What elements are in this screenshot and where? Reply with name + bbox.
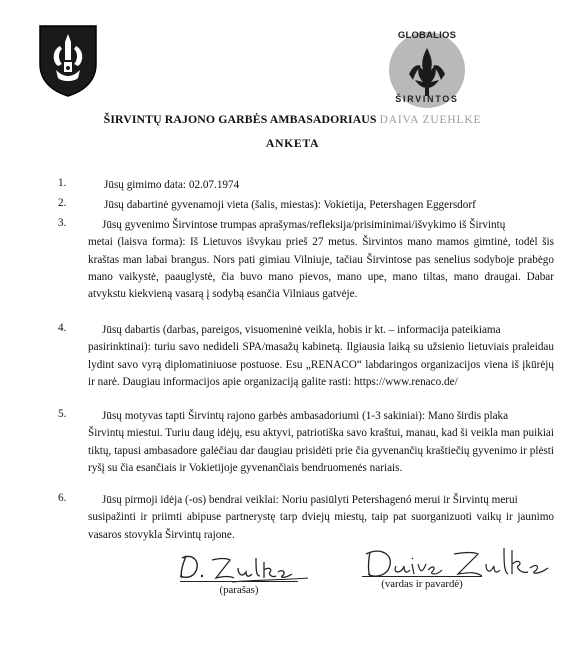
logo-text-top: GLOBALIOS: [397, 30, 457, 41]
questionnaire-item-3: [88, 217, 554, 303]
name-caption: (vardas ir pavardė): [381, 578, 463, 590]
item-continuation: metai (laisva forma): Iš Lietuvos išvykau prieš 27 metus. Širvintos mano mamos gimtinė, todėl šis kraštas man labai brangus. Nors pati gimiau Vilniuje, tačiau Širvintose pas senelius sodyboje prabėgo mano vaikystė, paauglystė, čia buvo mano pievos, mano upe, mano tiltas, mano draugai. Dabar atvykstu kiekvieną vasarą į sodybą esančia Vilniaus gatvėje.: [88, 236, 554, 301]
item-first-line: Jūsų motyvas tapti Širvintų rajono garbės ambasadoriumi (1-3 sakiniai): Mano širdis plaka: [102, 410, 509, 422]
questionnaire-item-6: [88, 492, 554, 544]
item-number-1: 1.: [58, 177, 67, 189]
coat-of-arms-icon: [38, 24, 98, 98]
item-first-line: Jūsų gyvenimo Širvintose trumpas aprašymas/refleksija/prisiminimai/išvykimo iš Širvintų: [102, 219, 506, 231]
ambassador-name: DAIVA ZUEHLKE: [379, 114, 482, 126]
item-first-line: Jūsų pirmoji idėja (-os) bendrai veiklai: Noriu pasiūlyti Petershagenó merui ir Širvintų merui: [102, 494, 518, 506]
questionnaire-item-4: [88, 322, 554, 391]
item-number-3: 3.: [58, 217, 67, 229]
questionnaire-item-5: [88, 408, 554, 477]
handwritten-signature-left: [172, 548, 312, 584]
questionnaire-item-1: [104, 177, 570, 194]
signature-line-left: [180, 581, 298, 582]
item-number-2: 2.: [58, 197, 67, 209]
item-question: Jūsų gimimo data:: [104, 179, 187, 191]
item-answer: Vokietija, Petershagen Eggersdorf: [323, 199, 476, 211]
item-first-line: Jūsų dabartis (darbas, pareigos, visuomeninė veikla, hobis ir kt. – informacija pateikiama: [102, 324, 501, 336]
questionnaire-item-2: [104, 197, 570, 214]
document-title: [0, 112, 585, 127]
signature-caption: (parašas): [219, 584, 259, 596]
logo-text-bottom: ŠIRVINTOS: [395, 94, 459, 104]
item-number-4: 4.: [58, 322, 67, 334]
item-continuation: Širvintų miestui. Turiu daug idėjų, esu aktyvi, patriotiška savo kraštui, manau, kad ši veikla man puikiai tiktų, tapusi ambasadore galėčiau dar daugiau prisidėti prie čia gyvenančių kraštiečių gyvenimo ir plėsti ryšį su čia esančiais ir Vokietijoje gyvenančiais bendruomenės nariais.: [88, 427, 554, 474]
signature-line-right: [362, 576, 482, 577]
item-number-6: 6.: [58, 492, 67, 504]
item-continuation: pasirinktinai): turiu savo nedideli SPA/masažų kabinetą. Ilgiausia laiką su užsienio lietuviais praleidau lydint savo vyrą diplomatiniuose postuose. Esu „RENACO“ labdaringos organizacijos viena iš įkūrėjų ir narė. Daugiau informacijos apie organizaciją galite rasti: https://www.renaco.de/: [88, 341, 554, 388]
title-prefix: ŠIRVINTŲ RAJONO GARBĖS AMBASADORIAUS: [103, 112, 377, 126]
item-number-5: 5.: [58, 408, 67, 420]
item-continuation: susipažinti ir priimti abipuse partnerystę tarp dviejų miestų, taip pat suorganizuoti vaikų ir jaunimo vasaros stovykla Širvintų rajone.: [88, 511, 554, 541]
document-subtitle: ANKETA: [265, 136, 320, 150]
globalios-sirvintos-logo: [379, 26, 475, 110]
item-question: Jūsų dabartinė gyvenamoji vieta (šalis, miestas):: [104, 199, 321, 211]
item-answer: 02.07.1974: [188, 179, 240, 191]
